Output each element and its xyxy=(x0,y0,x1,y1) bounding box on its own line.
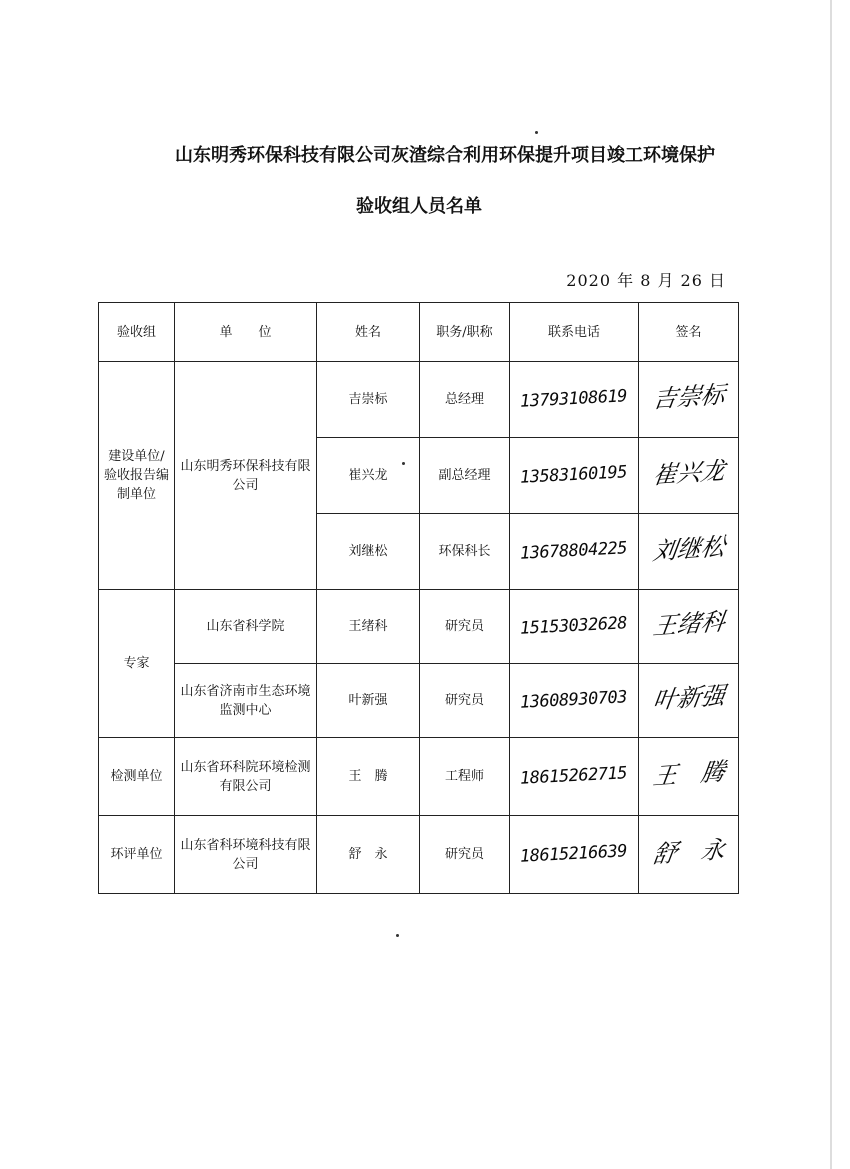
name-cell: 刘继松 xyxy=(317,514,420,590)
table-row xyxy=(99,362,739,438)
group-cell-expert: 专家 xyxy=(99,590,175,738)
handwritten-signature: 崔兴龙 xyxy=(650,456,727,490)
position-cell: 工程师 xyxy=(420,738,510,816)
handwritten-phone: 13793108619 xyxy=(519,385,628,412)
signature-cell xyxy=(639,514,739,590)
name-cell: 王绪科 xyxy=(317,590,420,664)
table-row xyxy=(99,664,739,738)
phone-cell xyxy=(510,514,639,590)
acceptance-team-table xyxy=(98,302,739,894)
name-cell: 叶新强 xyxy=(317,664,420,738)
handwritten-phone: 13678804225 xyxy=(519,537,628,564)
handwritten-phone: 13608930703 xyxy=(519,686,628,713)
handwritten-phone: 15153032628 xyxy=(519,612,628,639)
position-cell: 副总经理 xyxy=(420,438,510,514)
header-group: 验收组 xyxy=(99,303,175,362)
phone-cell xyxy=(510,590,639,664)
document-title-line-2: 验收组人员名单 xyxy=(356,196,482,217)
name-cell: 崔兴龙 xyxy=(317,438,420,514)
table-header-row xyxy=(99,303,739,362)
unit-cell-monitor: 山东省环科院环境检测有限公司 xyxy=(175,738,317,816)
table-row xyxy=(99,738,739,816)
phone-cell xyxy=(510,816,639,894)
position-cell: 环保科长 xyxy=(420,514,510,590)
signature-cell xyxy=(639,816,739,894)
name-cell: 吉崇标 xyxy=(317,362,420,438)
phone-cell xyxy=(510,664,639,738)
handwritten-signature: 叶新强 xyxy=(650,681,727,715)
header-phone: 联系电话 xyxy=(510,303,639,362)
document-title-line-1: 山东明秀环保科技有限公司灰渣综合利用环保提升项目竣工环境保护 xyxy=(175,145,715,166)
unit-cell-expert-2: 山东省济南市生态环境监测中心 xyxy=(175,664,317,738)
handwritten-phone: 13583160195 xyxy=(519,461,628,488)
phone-cell xyxy=(510,738,639,816)
handwritten-signature: 王绪科 xyxy=(650,607,727,641)
handwritten-signature: 刘继松 xyxy=(650,532,727,566)
header-name: 姓名 xyxy=(317,303,420,362)
position-cell: 研究员 xyxy=(420,590,510,664)
handwritten-signature: 吉崇标 xyxy=(650,380,727,414)
group-cell-monitor: 检测单位 xyxy=(99,738,175,816)
group-cell-build: 建设单位/验收报告编制单位 xyxy=(99,362,175,590)
name-cell: 王 腾 xyxy=(317,738,420,816)
handwritten-signature: 王 腾 xyxy=(650,757,727,791)
document-date: 2020 年 8 月 26 日 xyxy=(566,271,726,290)
name-cell: 舒 永 xyxy=(317,816,420,894)
group-cell-eia: 环评单位 xyxy=(99,816,175,894)
handwritten-signature: 舒 永 xyxy=(650,835,727,869)
unit-cell-build: 山东明秀环保科技有限公司 xyxy=(175,362,317,590)
handwritten-phone: 18615216639 xyxy=(519,840,628,867)
position-cell: 研究员 xyxy=(420,816,510,894)
table-row xyxy=(99,590,739,664)
signature-cell xyxy=(639,438,739,514)
header-unit: 单 位 xyxy=(175,303,317,362)
phone-cell xyxy=(510,438,639,514)
handwritten-phone: 18615262715 xyxy=(519,762,628,789)
header-signature: 签名 xyxy=(639,303,739,362)
position-cell: 总经理 xyxy=(420,362,510,438)
unit-cell-expert-1: 山东省科学院 xyxy=(175,590,317,664)
scan-speck xyxy=(535,131,538,134)
unit-cell-eia: 山东省科环境科技有限公司 xyxy=(175,816,317,894)
position-cell: 研究员 xyxy=(420,664,510,738)
scan-speck xyxy=(396,934,399,937)
signature-cell xyxy=(639,738,739,816)
signature-cell xyxy=(639,664,739,738)
phone-cell xyxy=(510,362,639,438)
scan-edge-line xyxy=(830,0,832,1169)
header-position: 职务/职称 xyxy=(420,303,510,362)
signature-cell xyxy=(639,590,739,664)
table-row xyxy=(99,816,739,894)
signature-cell xyxy=(639,362,739,438)
